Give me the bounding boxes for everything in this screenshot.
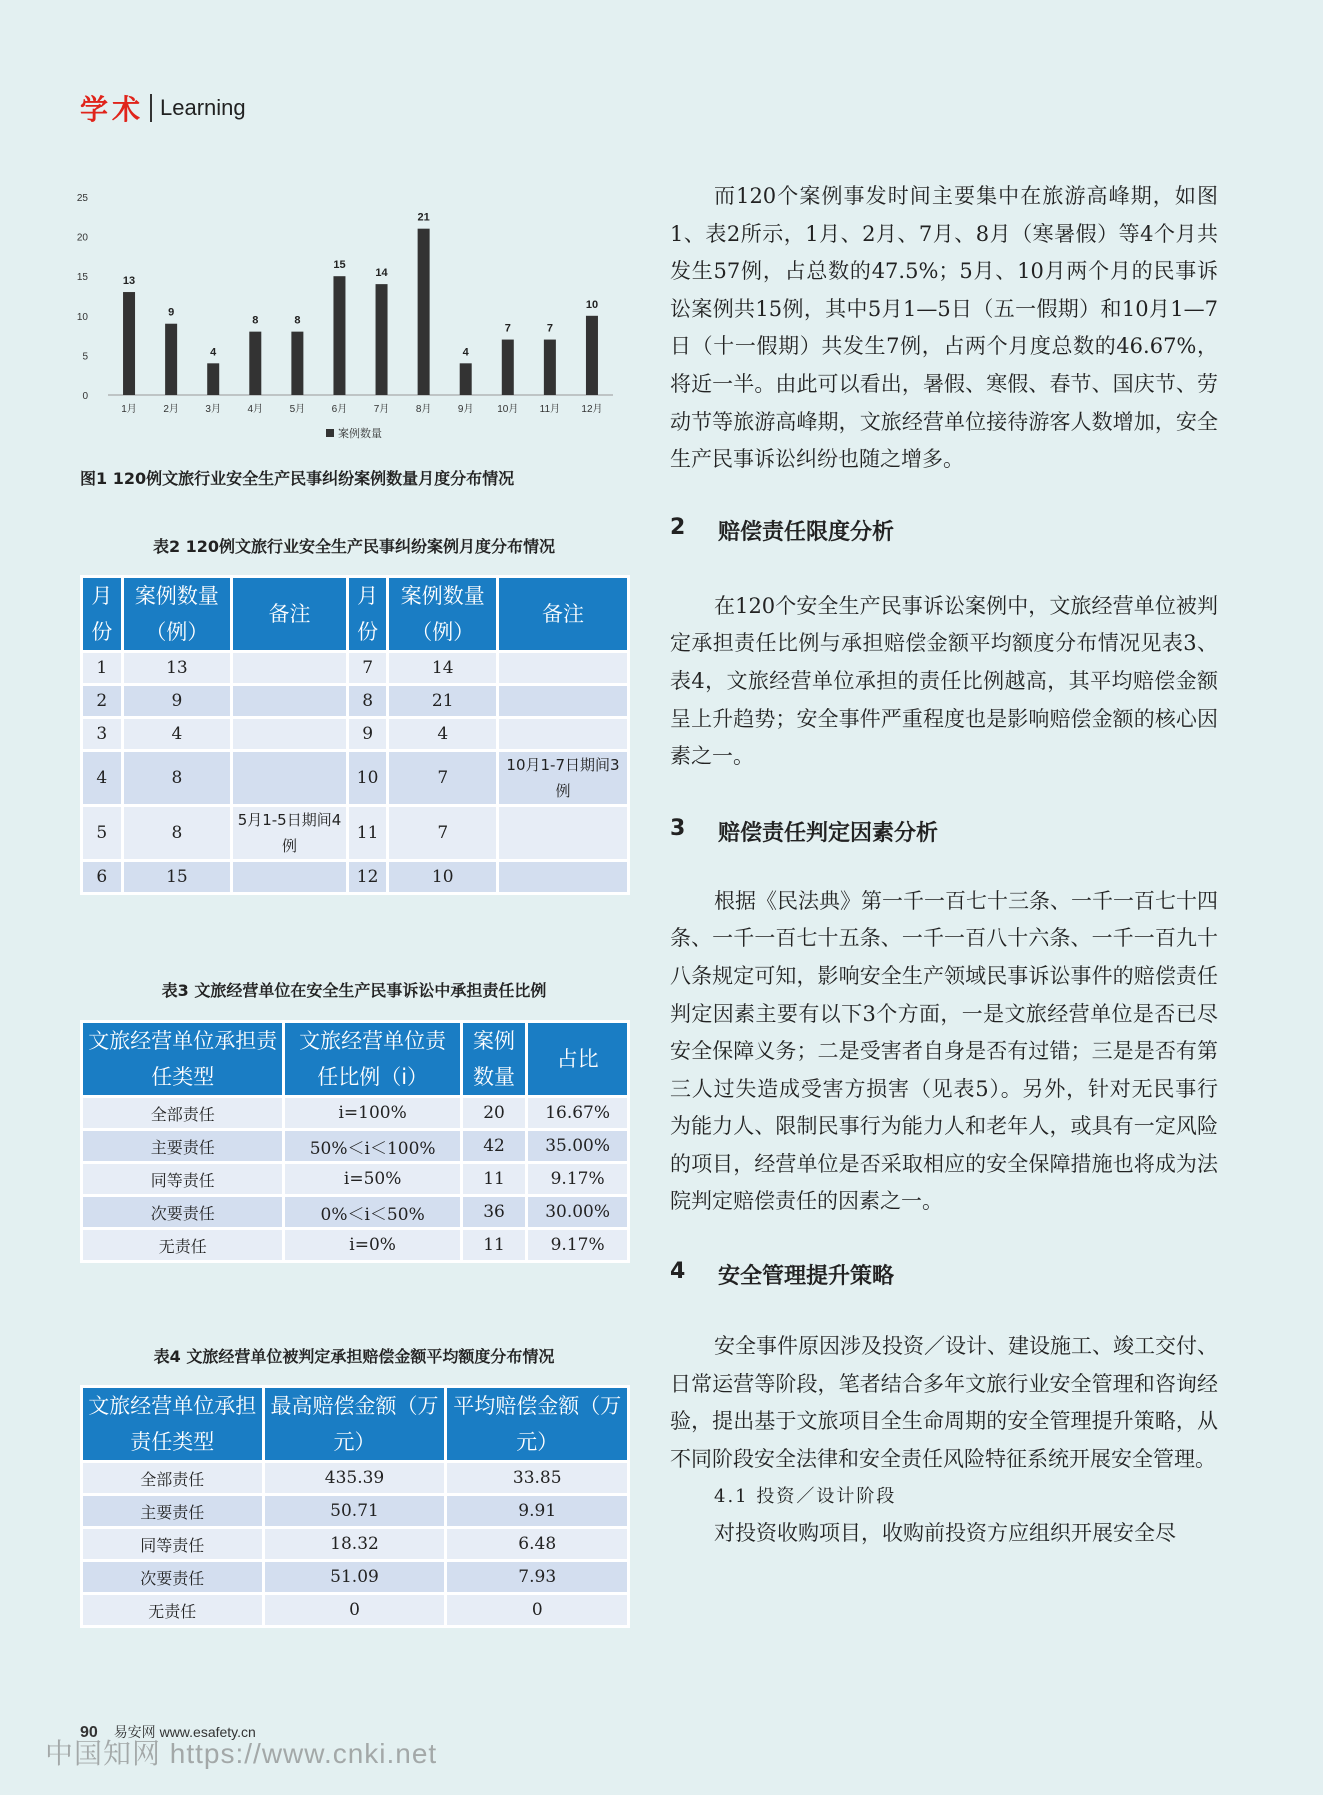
table4-compensation <box>80 1385 630 1628</box>
t3-row <box>83 1197 627 1227</box>
t4-cell: 无责任 <box>83 1595 262 1625</box>
t4-cell: 0 <box>265 1595 445 1625</box>
bar-value-label: 7 <box>504 322 511 335</box>
t2-cell <box>233 862 346 892</box>
t3-cell: 35.00% <box>528 1131 627 1161</box>
bar-value-label: 21 <box>417 211 430 224</box>
t2-cell: 4 <box>124 719 231 749</box>
paragraph-investment-stage: 对投资收购项目，收购前投资方应组织开展安全尽 <box>714 1521 1176 1546</box>
section-4-heading <box>670 1259 1218 1290</box>
t3-cell: 16.67% <box>528 1098 627 1128</box>
t3-cell: 次要责任 <box>83 1197 282 1227</box>
paragraph-liability-factors: 根据《民法典》第一千一百七十三条、一千一百七十四条、一千一百七十五条、一千一百八十六条、一千一百九十八条规定可知，影响安全生产领域民事诉讼事件的赔偿责任判定因素主要有以下3个方面，一是文旅经营单位是否已尽安全保障义务；二是受害者自身是否有过错；三是是否有第三人过失造成受害方损害（见表5）。另外，针对无民事行为能力人、限制民事行为能力人和老年人，或具有一定风险的项目，经营单位是否采取相应的安全保障措施也将成为法院判定赔偿责任的因素之一。 <box>670 888 1218 1214</box>
t4-row <box>83 1595 627 1625</box>
body-text-column <box>670 178 1218 1553</box>
bar-value-label: 13 <box>122 275 136 288</box>
t4-header-type: 文旅经营单位承担责任类型 <box>83 1388 262 1460</box>
t2-cell: 1 <box>83 653 121 683</box>
monthly-case-bar-chart <box>78 185 618 450</box>
t2-cell: 7 <box>349 653 387 683</box>
t2-cell: 7 <box>389 752 496 804</box>
t4-cell: 主要责任 <box>83 1496 262 1526</box>
t2-row <box>83 653 627 683</box>
t3-cell: 9.17% <box>528 1230 627 1260</box>
section-header <box>80 88 246 128</box>
t3-cell: 同等责任 <box>83 1164 282 1194</box>
x-tick-label: 5月 <box>289 404 306 415</box>
header-divider <box>150 94 152 122</box>
t2-cell: 14 <box>389 653 496 683</box>
t2-cell: 3 <box>83 719 121 749</box>
bar <box>123 292 135 395</box>
paragraph-management-strategy: 安全事件原因涉及投资／设计、建设施工、竣工交付、日常运营等阶段，笔者结合多年文旅行业安全管理和咨询经验，提出基于文旅项目全生命周期的安全管理提升策略，从不同阶段安全法律和安全责任风险特征系统开展安全管理。 <box>670 1334 1218 1471</box>
table2-monthly-distribution <box>80 575 630 895</box>
table4-caption: 表4 文旅经营单位被判定承担赔偿金额平均额度分布情况 <box>153 1347 555 1366</box>
t3-row <box>83 1131 627 1161</box>
section-4-title: 安全管理提升策略 <box>718 1264 895 1290</box>
t2-cell: 10 <box>349 752 387 804</box>
section-title-cn: 学术 <box>80 93 145 126</box>
t2-cell: 10月1-7日期间3例 <box>499 752 627 804</box>
x-tick-label: 6月 <box>331 404 348 415</box>
t2-cell: 21 <box>389 686 496 716</box>
x-tick-label: 3月 <box>205 404 221 415</box>
t2-row <box>83 807 627 859</box>
t2-header-month-2: 月份 <box>349 578 387 650</box>
t2-row <box>83 752 627 804</box>
t2-cell: 12 <box>349 862 387 892</box>
x-tick-label: 7月 <box>373 404 390 415</box>
y-tick-label: 20 <box>76 232 88 244</box>
bar <box>502 340 514 395</box>
bar-value-label: 4 <box>210 346 217 359</box>
t4-row <box>83 1463 627 1493</box>
section-title-en: Learning <box>160 95 246 120</box>
t3-row <box>83 1164 627 1194</box>
t4-cell: 同等责任 <box>83 1529 262 1559</box>
t2-cell: 6 <box>83 862 121 892</box>
x-tick-label: 10月 <box>497 404 519 415</box>
t3-cell: i=0% <box>285 1230 459 1260</box>
t2-cell: 8 <box>124 752 231 804</box>
bar <box>544 340 556 395</box>
section-4-number: 4 <box>670 1259 686 1285</box>
y-tick-label: 10 <box>76 311 88 323</box>
t2-cell <box>499 862 627 892</box>
y-tick-label: 15 <box>76 272 88 284</box>
t4-header-avg: 平均赔偿金额（万元） <box>447 1388 627 1460</box>
t3-cell: 11 <box>463 1164 525 1194</box>
t2-row <box>83 719 627 749</box>
bar-value-label: 15 <box>333 259 346 272</box>
t3-cell: 50%＜i＜100% <box>285 1131 459 1161</box>
t4-cell: 50.71 <box>265 1496 445 1526</box>
footer-site-name: 易安网 <box>113 1724 156 1740</box>
t2-cell: 10 <box>389 862 496 892</box>
t2-cell: 4 <box>389 719 496 749</box>
t2-header-note: 备注 <box>233 578 346 650</box>
t2-header-note-2: 备注 <box>499 578 627 650</box>
t2-cell <box>499 653 627 683</box>
t4-cell: 7.93 <box>447 1562 627 1592</box>
y-tick-label: 5 <box>82 351 88 363</box>
section-2-heading <box>670 515 1218 546</box>
t4-cell: 435.39 <box>265 1463 445 1493</box>
bar-value-label: 8 <box>252 314 259 327</box>
t2-cell <box>499 686 627 716</box>
t3-header-share: 占比 <box>528 1023 627 1095</box>
x-tick-label: 2月 <box>163 404 179 415</box>
t2-cell: 4 <box>83 752 121 804</box>
t4-row <box>83 1529 627 1559</box>
y-tick-label: 25 <box>76 193 88 204</box>
t3-cell: 36 <box>463 1197 525 1227</box>
t2-header-month: 月份 <box>83 578 121 650</box>
y-tick-label: 0 <box>82 391 88 402</box>
t4-cell: 6.48 <box>447 1529 627 1559</box>
cnki-watermark: 中国知网 https://www.cnki.net <box>45 1738 438 1769</box>
x-tick-label: 9月 <box>457 404 474 415</box>
t2-cell <box>233 752 346 804</box>
section-2-title: 赔偿责任限度分析 <box>718 519 895 545</box>
t2-cell <box>233 653 346 683</box>
x-tick-label: 11月 <box>539 404 561 415</box>
t2-cell <box>499 807 627 859</box>
section-2-number: 2 <box>670 514 686 540</box>
t2-cell: 5月1-5日期间4例 <box>233 807 346 859</box>
bar-value-label: 7 <box>546 322 553 335</box>
x-tick-label: 1月 <box>121 404 137 415</box>
t4-cell: 次要责任 <box>83 1562 262 1592</box>
t3-cell: i=50% <box>285 1164 459 1194</box>
bar-value-label: 9 <box>168 306 175 319</box>
x-tick-label: 4月 <box>247 404 264 415</box>
t4-header-max: 最高赔偿金额（万元） <box>265 1388 445 1460</box>
section-3-number: 3 <box>670 815 686 841</box>
x-tick-label: 12月 <box>581 404 603 415</box>
table2-caption: 表2 120例文旅行业安全生产民事纠纷案例月度分布情况 <box>152 537 556 556</box>
t2-cell: 15 <box>124 862 231 892</box>
t2-cell: 9 <box>124 686 231 716</box>
t2-header-count-2: 案例数量（例） <box>389 578 496 650</box>
t2-row <box>83 686 627 716</box>
t3-cell: 无责任 <box>83 1230 282 1260</box>
legend-label: 案例数量 <box>338 428 382 440</box>
figure1-caption: 图1 120例文旅行业安全生产民事纠纷案例数量月度分布情况 <box>80 469 515 488</box>
t2-cell: 11 <box>349 807 387 859</box>
t4-cell: 33.85 <box>447 1463 627 1493</box>
t3-header-count: 案例数量 <box>463 1023 525 1095</box>
t2-cell: 9 <box>349 719 387 749</box>
x-tick-label: 8月 <box>415 404 432 415</box>
t3-cell: 全部责任 <box>83 1098 282 1128</box>
t2-cell: 5 <box>83 807 121 859</box>
t3-header-ratio: 文旅经营单位责任比例（i） <box>285 1023 459 1095</box>
bar <box>291 332 303 395</box>
bar-value-label: 10 <box>585 298 599 311</box>
t2-cell: 13 <box>124 653 231 683</box>
bar <box>333 276 345 395</box>
t2-row <box>83 862 627 892</box>
t3-cell: i=100% <box>285 1098 459 1128</box>
t3-cell: 9.17% <box>528 1164 627 1194</box>
bar-value-label: 4 <box>462 346 469 359</box>
t4-cell: 0 <box>447 1595 627 1625</box>
t2-cell: 8 <box>349 686 387 716</box>
bar-value-label: 8 <box>294 314 301 327</box>
t3-cell: 11 <box>463 1230 525 1260</box>
t2-cell <box>233 686 346 716</box>
table3-caption: 表3 文旅经营单位在安全生产民事诉讼中承担责任比例 <box>161 981 547 1000</box>
t2-cell <box>233 719 346 749</box>
t3-cell: 0%＜i＜50% <box>285 1197 459 1227</box>
legend-swatch <box>326 429 334 437</box>
t4-cell: 9.91 <box>447 1496 627 1526</box>
t3-cell: 42 <box>463 1131 525 1161</box>
t2-cell <box>499 719 627 749</box>
t2-cell: 8 <box>124 807 231 859</box>
paragraph-liability-limit: 在120个安全生产民事诉讼案例中，文旅经营单位被判定承担责任比例与承担赔偿金额平均额度分布情况见表3、表4，文旅经营单位承担的责任比例越高，其平均赔偿金额呈上升趋势；安全事件严重程度也是影响赔偿金额的核心因素之一。 <box>670 593 1218 769</box>
bar <box>586 316 598 395</box>
page-number: 90 <box>80 1724 98 1741</box>
t3-cell: 20 <box>463 1098 525 1128</box>
t3-row <box>83 1230 627 1260</box>
section-3-heading <box>670 816 1218 847</box>
bar <box>207 363 219 395</box>
bar <box>249 332 261 395</box>
t4-row <box>83 1496 627 1526</box>
t2-cell: 2 <box>83 686 121 716</box>
bar <box>418 229 430 395</box>
t3-row <box>83 1098 627 1128</box>
table3-liability-ratio <box>80 1020 630 1263</box>
bar <box>165 324 177 395</box>
paragraph-peak-season: 而120个案例事发时间主要集中在旅游高峰期，如图1、表2所示，1月、2月、7月、8月（寒暑假）等4个月共发生57例，占总数的47.5%；5月、10月两个月的民事诉讼案例共15例，其中5月1—5日（五一假期）和10月1—7日（十一假期）共发生7例，占两个月度总数的46.67%，将近一半。由此可以看出，暑假、寒假、春节、国庆节、劳动节等旅游高峰期，文旅经营单位接待游客人数增加，安全生产民事诉讼纠纷也随之增多。 <box>670 184 1218 472</box>
t2-cell: 7 <box>389 807 496 859</box>
section-3-title: 赔偿责任判定因素分析 <box>718 820 939 846</box>
t4-cell: 全部责任 <box>83 1463 262 1493</box>
bar <box>376 284 388 395</box>
subsection-4-1-heading: 4.1 投资／设计阶段 <box>714 1486 897 1508</box>
t2-header-count: 案例数量（例） <box>124 578 231 650</box>
footer-site-url: www.esafety.cn <box>159 1724 256 1740</box>
t4-row <box>83 1562 627 1592</box>
t4-cell: 51.09 <box>265 1562 445 1592</box>
t3-header-type: 文旅经营单位承担责任类型 <box>83 1023 282 1095</box>
t3-cell: 主要责任 <box>83 1131 282 1161</box>
t4-cell: 18.32 <box>265 1529 445 1559</box>
t3-cell: 30.00% <box>528 1197 627 1227</box>
bar-value-label: 14 <box>375 267 388 280</box>
bar <box>460 363 472 395</box>
